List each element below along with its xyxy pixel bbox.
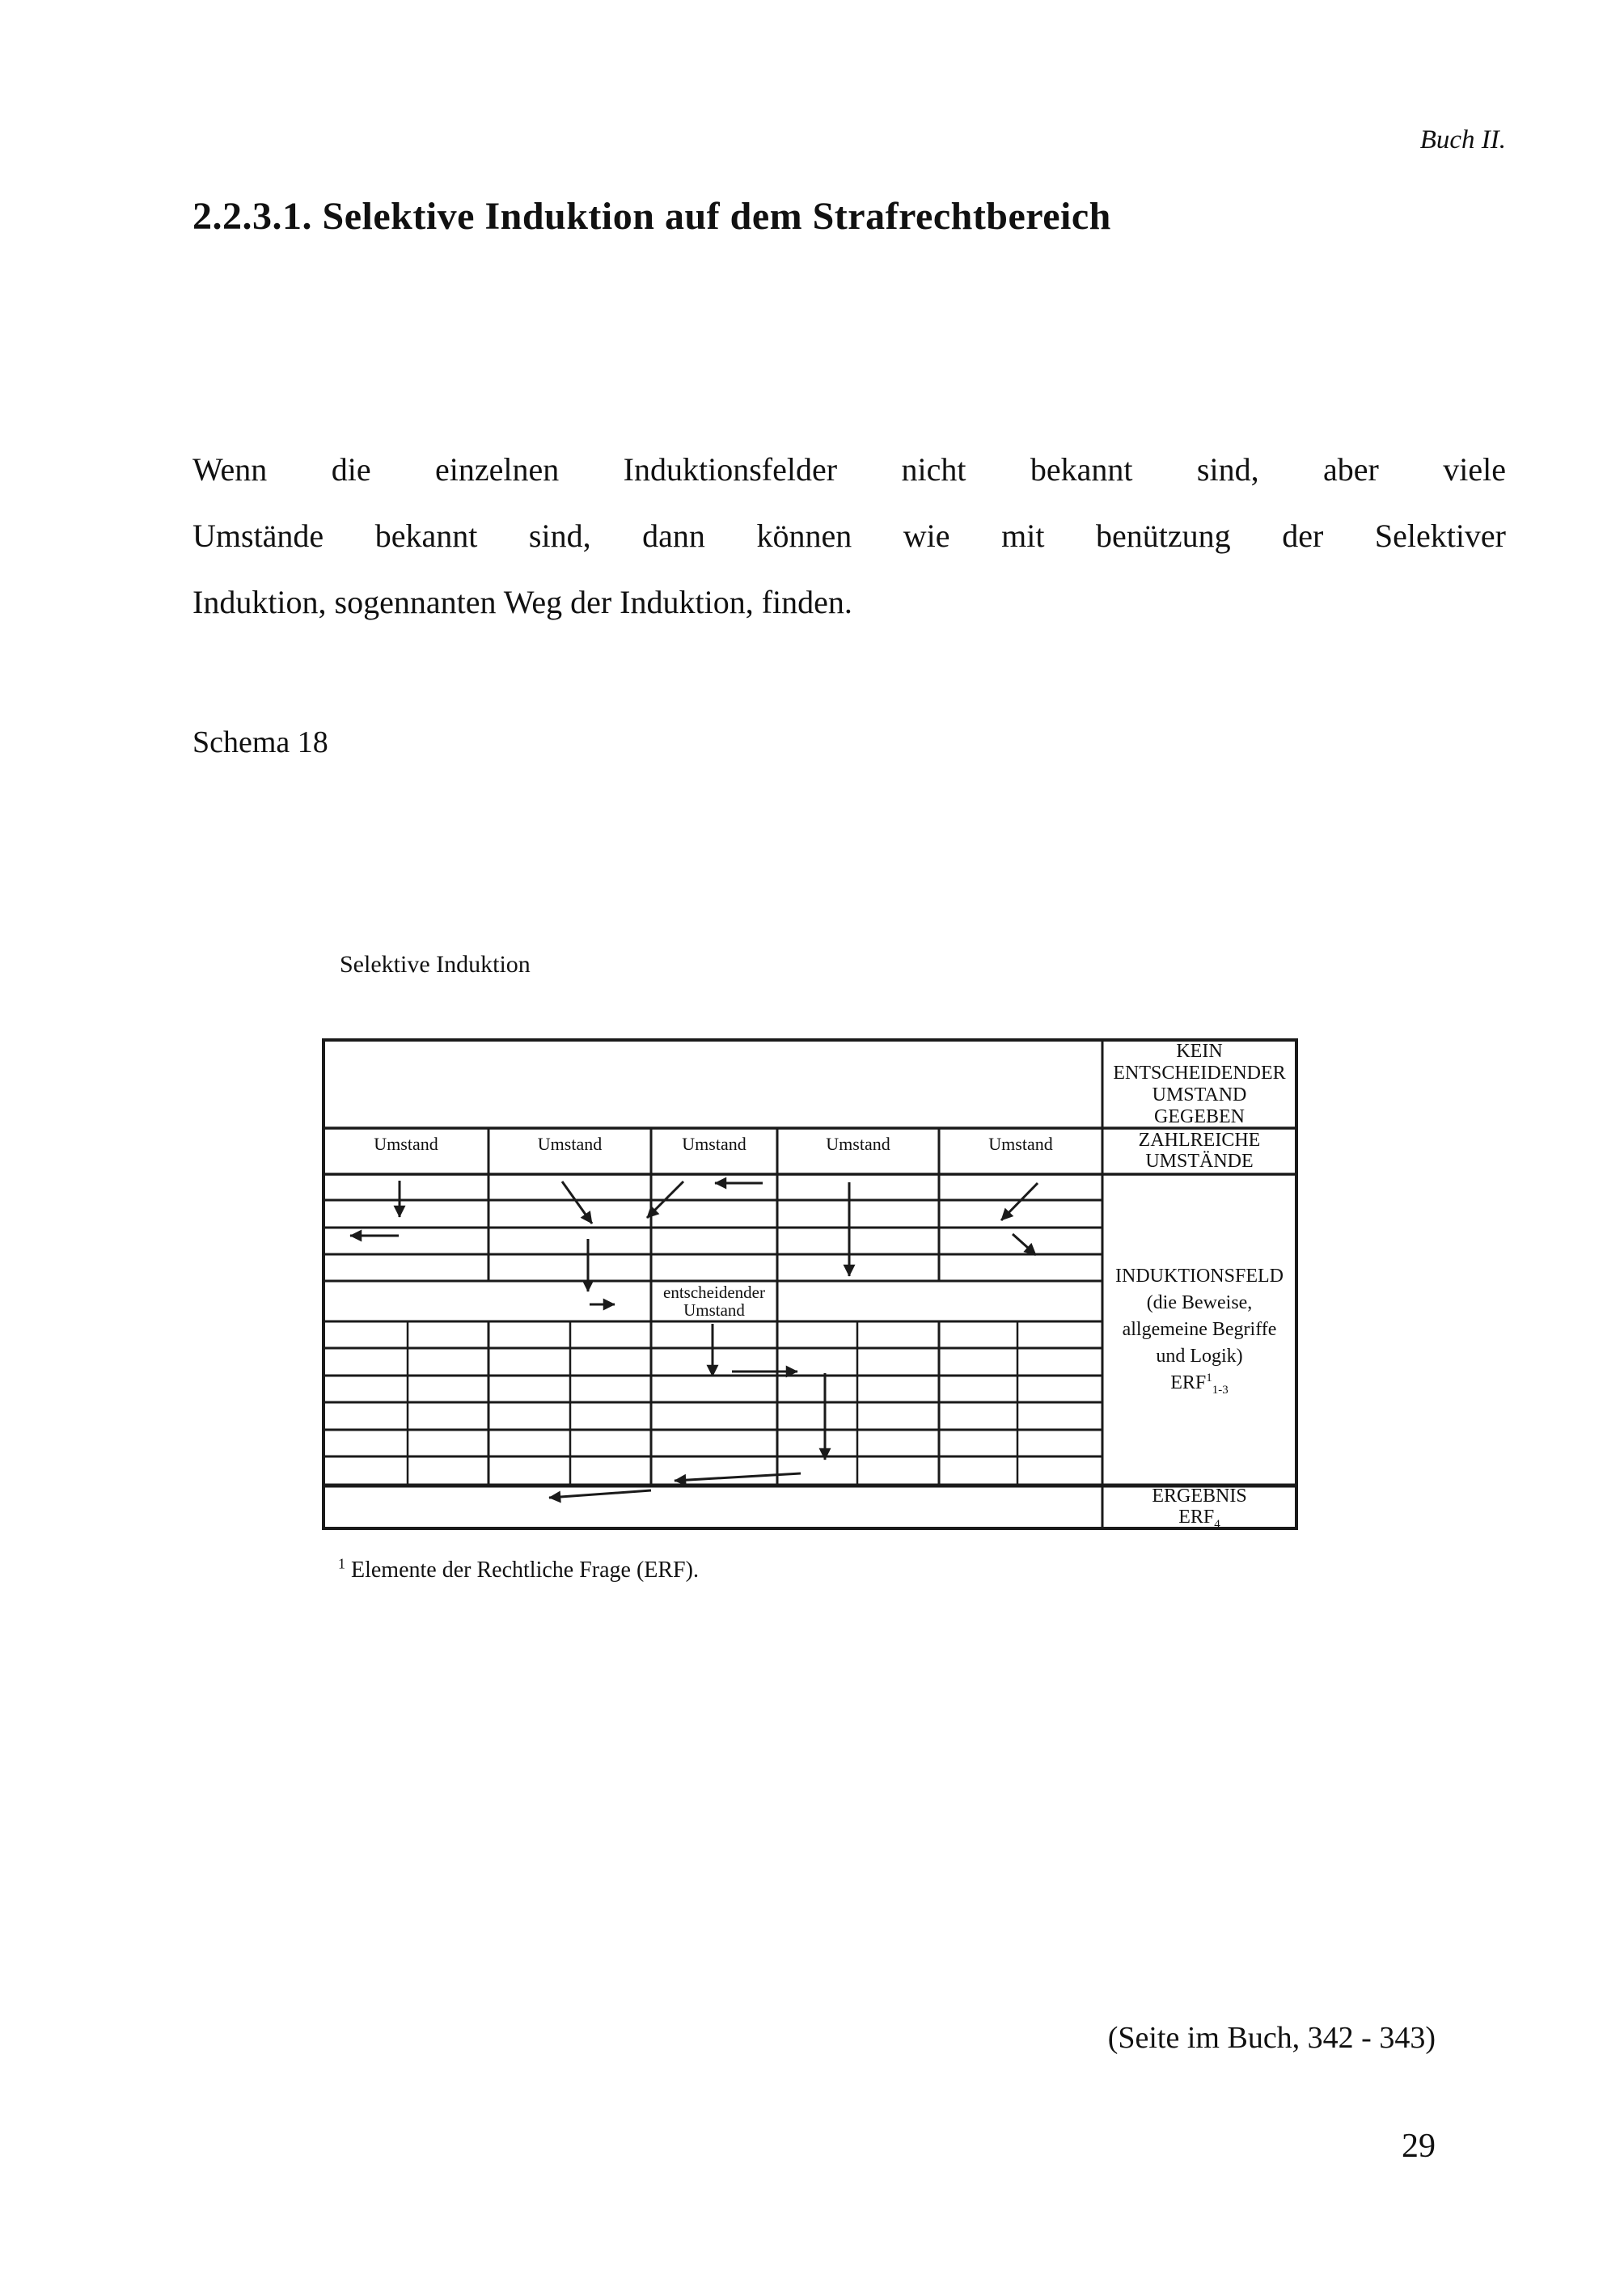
- cell-umstand-3: Umstand: [682, 1134, 746, 1154]
- cell-umstand-1: Umstand: [374, 1134, 438, 1154]
- cell-line: GEGEBEN: [1154, 1106, 1245, 1127]
- cell-line: allgemeine Begriffe: [1122, 1319, 1277, 1340]
- cell-line: UMSTÄNDE: [1145, 1151, 1254, 1172]
- cell-entscheidender-umstand: [651, 1283, 777, 1320]
- cell-line: KEIN: [1176, 1041, 1223, 1062]
- cell-umstand-2: Umstand: [537, 1134, 603, 1154]
- cell-line: (die Beweise,: [1146, 1292, 1253, 1313]
- arrow-col5-diagonal-1: [1001, 1183, 1038, 1220]
- cell-zahlreiche-umstaende: [1102, 1130, 1296, 1172]
- body-paragraph: [192, 437, 1506, 636]
- footnote-marker: 1: [338, 1555, 345, 1572]
- erf-base: ERF: [1178, 1507, 1215, 1528]
- cell-induktionsfeld: [1102, 1174, 1296, 1486]
- cell-umstand-4: Umstand: [826, 1134, 890, 1154]
- section-heading: 2.2.3.1. Selektive Induktion auf dem Strafrechtbereich: [192, 195, 1111, 238]
- paragraph-line: Umstände bekannt sind, dann können wie mit benützung der Selektiver: [192, 518, 1506, 554]
- arrow-col2-diagonal: [562, 1181, 592, 1224]
- arrow-ergebnis-left: [549, 1490, 651, 1498]
- cell-line: ZAHLREICHE: [1138, 1130, 1261, 1151]
- cell-line: Umstand: [683, 1300, 745, 1320]
- paragraph-line: Wenn die einzelnen Induktionsfelder nicht bekannt sind, aber viele: [192, 451, 1506, 488]
- cell-line-erf: [1178, 1507, 1220, 1531]
- running-header: Buch II.: [1419, 125, 1506, 154]
- arrow-col5-diagonal-2: [1013, 1234, 1036, 1255]
- page-reference: (Seite im Buch, 342 - 343): [1107, 2021, 1436, 2055]
- footnote: [338, 1555, 699, 1583]
- cell-line: INDUKTIONSFELD: [1115, 1266, 1284, 1287]
- arrow-fine-left: [675, 1473, 801, 1481]
- cell-line-erf: [1170, 1370, 1229, 1397]
- cell-line: entscheidender: [663, 1283, 765, 1302]
- erf-superscript: 1: [1206, 1372, 1212, 1384]
- schema-label: Schema 18: [192, 725, 328, 759]
- erf-subscript: 1-3: [1212, 1383, 1229, 1397]
- cell-kein-entscheidender: [1102, 1043, 1296, 1126]
- paragraph-line: Induktion, sogennanten Weg der Induktion, finden.: [192, 584, 852, 620]
- cell-ergebnis: [1102, 1486, 1296, 1531]
- cell-line: und Logik): [1156, 1346, 1243, 1367]
- cell-line: UMSTAND: [1152, 1084, 1247, 1105]
- diagram-title: Selektive Induktion: [340, 951, 531, 978]
- footnote-text: Elemente der Rechtliche Frage (ERF).: [345, 1558, 699, 1583]
- page-number: 29: [1402, 2128, 1436, 2165]
- erf-base: ERF: [1170, 1372, 1207, 1393]
- erf-subscript: 4: [1214, 1517, 1220, 1531]
- cell-umstand-5: Umstand: [988, 1134, 1053, 1154]
- cell-line: ENTSCHEIDENDER: [1113, 1063, 1286, 1084]
- cell-line: ERGEBNIS: [1152, 1486, 1247, 1507]
